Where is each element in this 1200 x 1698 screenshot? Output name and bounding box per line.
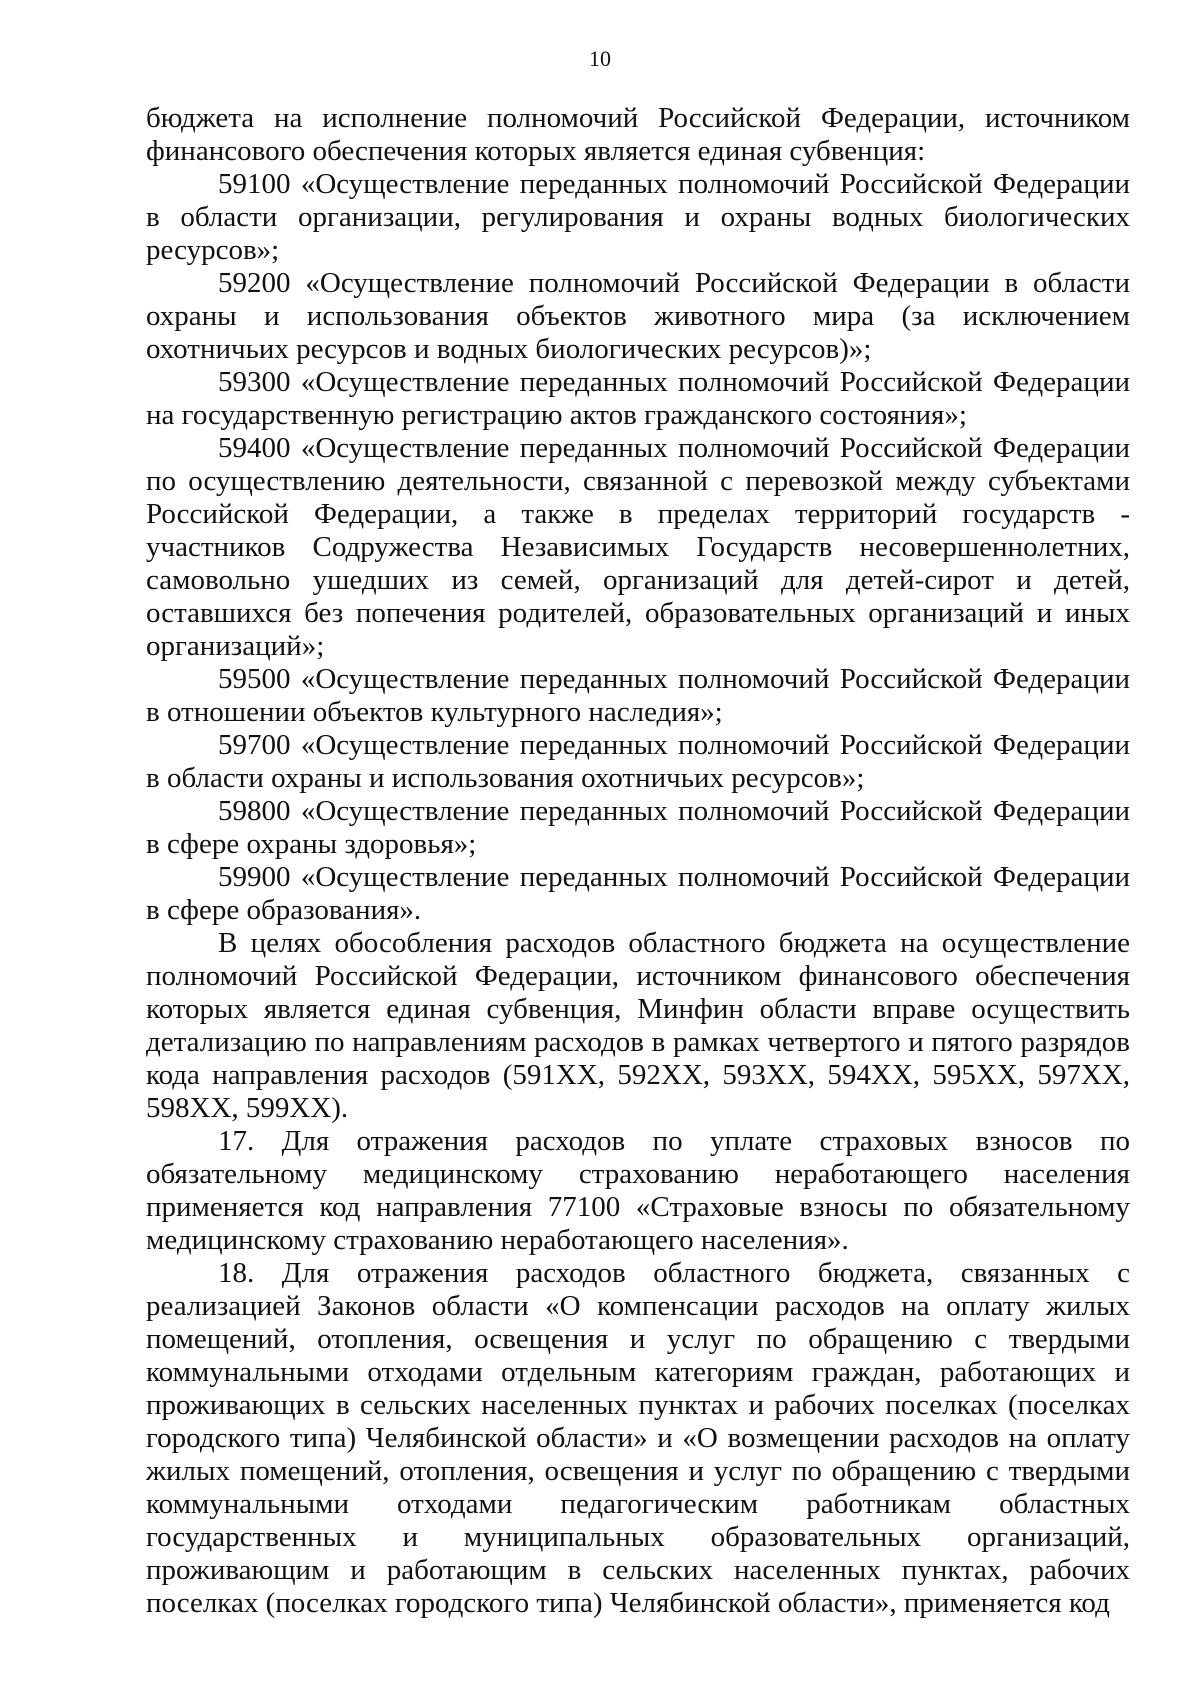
paragraph-59400: 59400 «Осуществление переданных полномочий Российской Федерации по осуществлению деятельности, связанной с перевозкой между субъектами Российской Федерации, а также в пределах территорий государств - участников Содружества Независимых Государств несовершеннолетних, самовольно ушедших из семей, организаций для детей-сирот и детей, оставшихся без попечения родителей, образовательных организаций и иных организаций»; bbox=[146, 432, 1130, 662]
paragraph-item-18: 18. Для отражения расходов областного бюджета, связанных с реализацией Законов области «О компенсации расходов на оплату жилых помещений, отопления, освещения и услуг по обращению с твердыми коммунальными отходами отдельным категориям граждан, работающих и проживающих в сельских населенных пунктах и рабочих поселках (поселках городского типа) Челябинской области» и «О возмещении расходов на оплату жилых помещений, отопления, освещения и услуг по обращению с твердыми коммунальными отходами педагогическим работникам областных государственных и муниципальных образовательных организаций, проживающим и работающим в сельских населенных пунктах, рабочих поселках (поселках городского типа) Челябинской области», применяется код bbox=[146, 1257, 1130, 1619]
page-number: 10 bbox=[589, 46, 611, 71]
paragraph-59100: 59100 «Осуществление переданных полномочий Российской Федерации в области организации, регулирования и охраны водных биологических ресурсов»; bbox=[146, 168, 1130, 266]
paragraph-59200: 59200 «Осуществление полномочий Российской Федерации в области охраны и использования объектов животного мира (за исключением охотничьих ресурсов и водных биологических ресурсов)»; bbox=[146, 267, 1130, 365]
paragraph-item-17: 17. Для отражения расходов по уплате страховых взносов по обязательному медицинскому страхованию неработающего населения применяется код направления 77100 «Страховые взносы по обязательному медицинскому страхованию неработающего населения». bbox=[146, 1125, 1130, 1256]
paragraph-59700: 59700 «Осуществление переданных полномочий Российской Федерации в области охраны и использования охотничьих ресурсов»; bbox=[146, 729, 1130, 794]
paragraph-59800: 59800 «Осуществление переданных полномочий Российской Федерации в сфере охраны здоровья»; bbox=[146, 795, 1130, 860]
paragraph-59900: 59900 «Осуществление переданных полномочий Российской Федерации в сфере образования». bbox=[146, 861, 1130, 926]
document-body bbox=[146, 102, 1130, 1620]
paragraph-59300: 59300 «Осуществление переданных полномочий Российской Федерации на государственную регистрацию актов гражданского состояния»; bbox=[146, 366, 1130, 431]
paragraph-intro: бюджета на исполнение полномочий Российской Федерации, источником финансового обеспечения которых является единая субвенция: bbox=[146, 102, 1130, 167]
paragraph-59500: 59500 «Осуществление переданных полномочий Российской Федерации в отношении объектов культурного наследия»; bbox=[146, 663, 1130, 728]
paragraph-detailing: В целях обособления расходов областного бюджета на осуществление полномочий Российской Федерации, источником финансового обеспечения которых является единая субвенция, Минфин области вправе осуществить детализацию по направлениям расходов в рамках четвертого и пятого разрядов кода направления расходов (591XX, 592XX, 593XX, 594XX, 595XX, 597XX, 598XX, 599XX). bbox=[146, 927, 1130, 1124]
